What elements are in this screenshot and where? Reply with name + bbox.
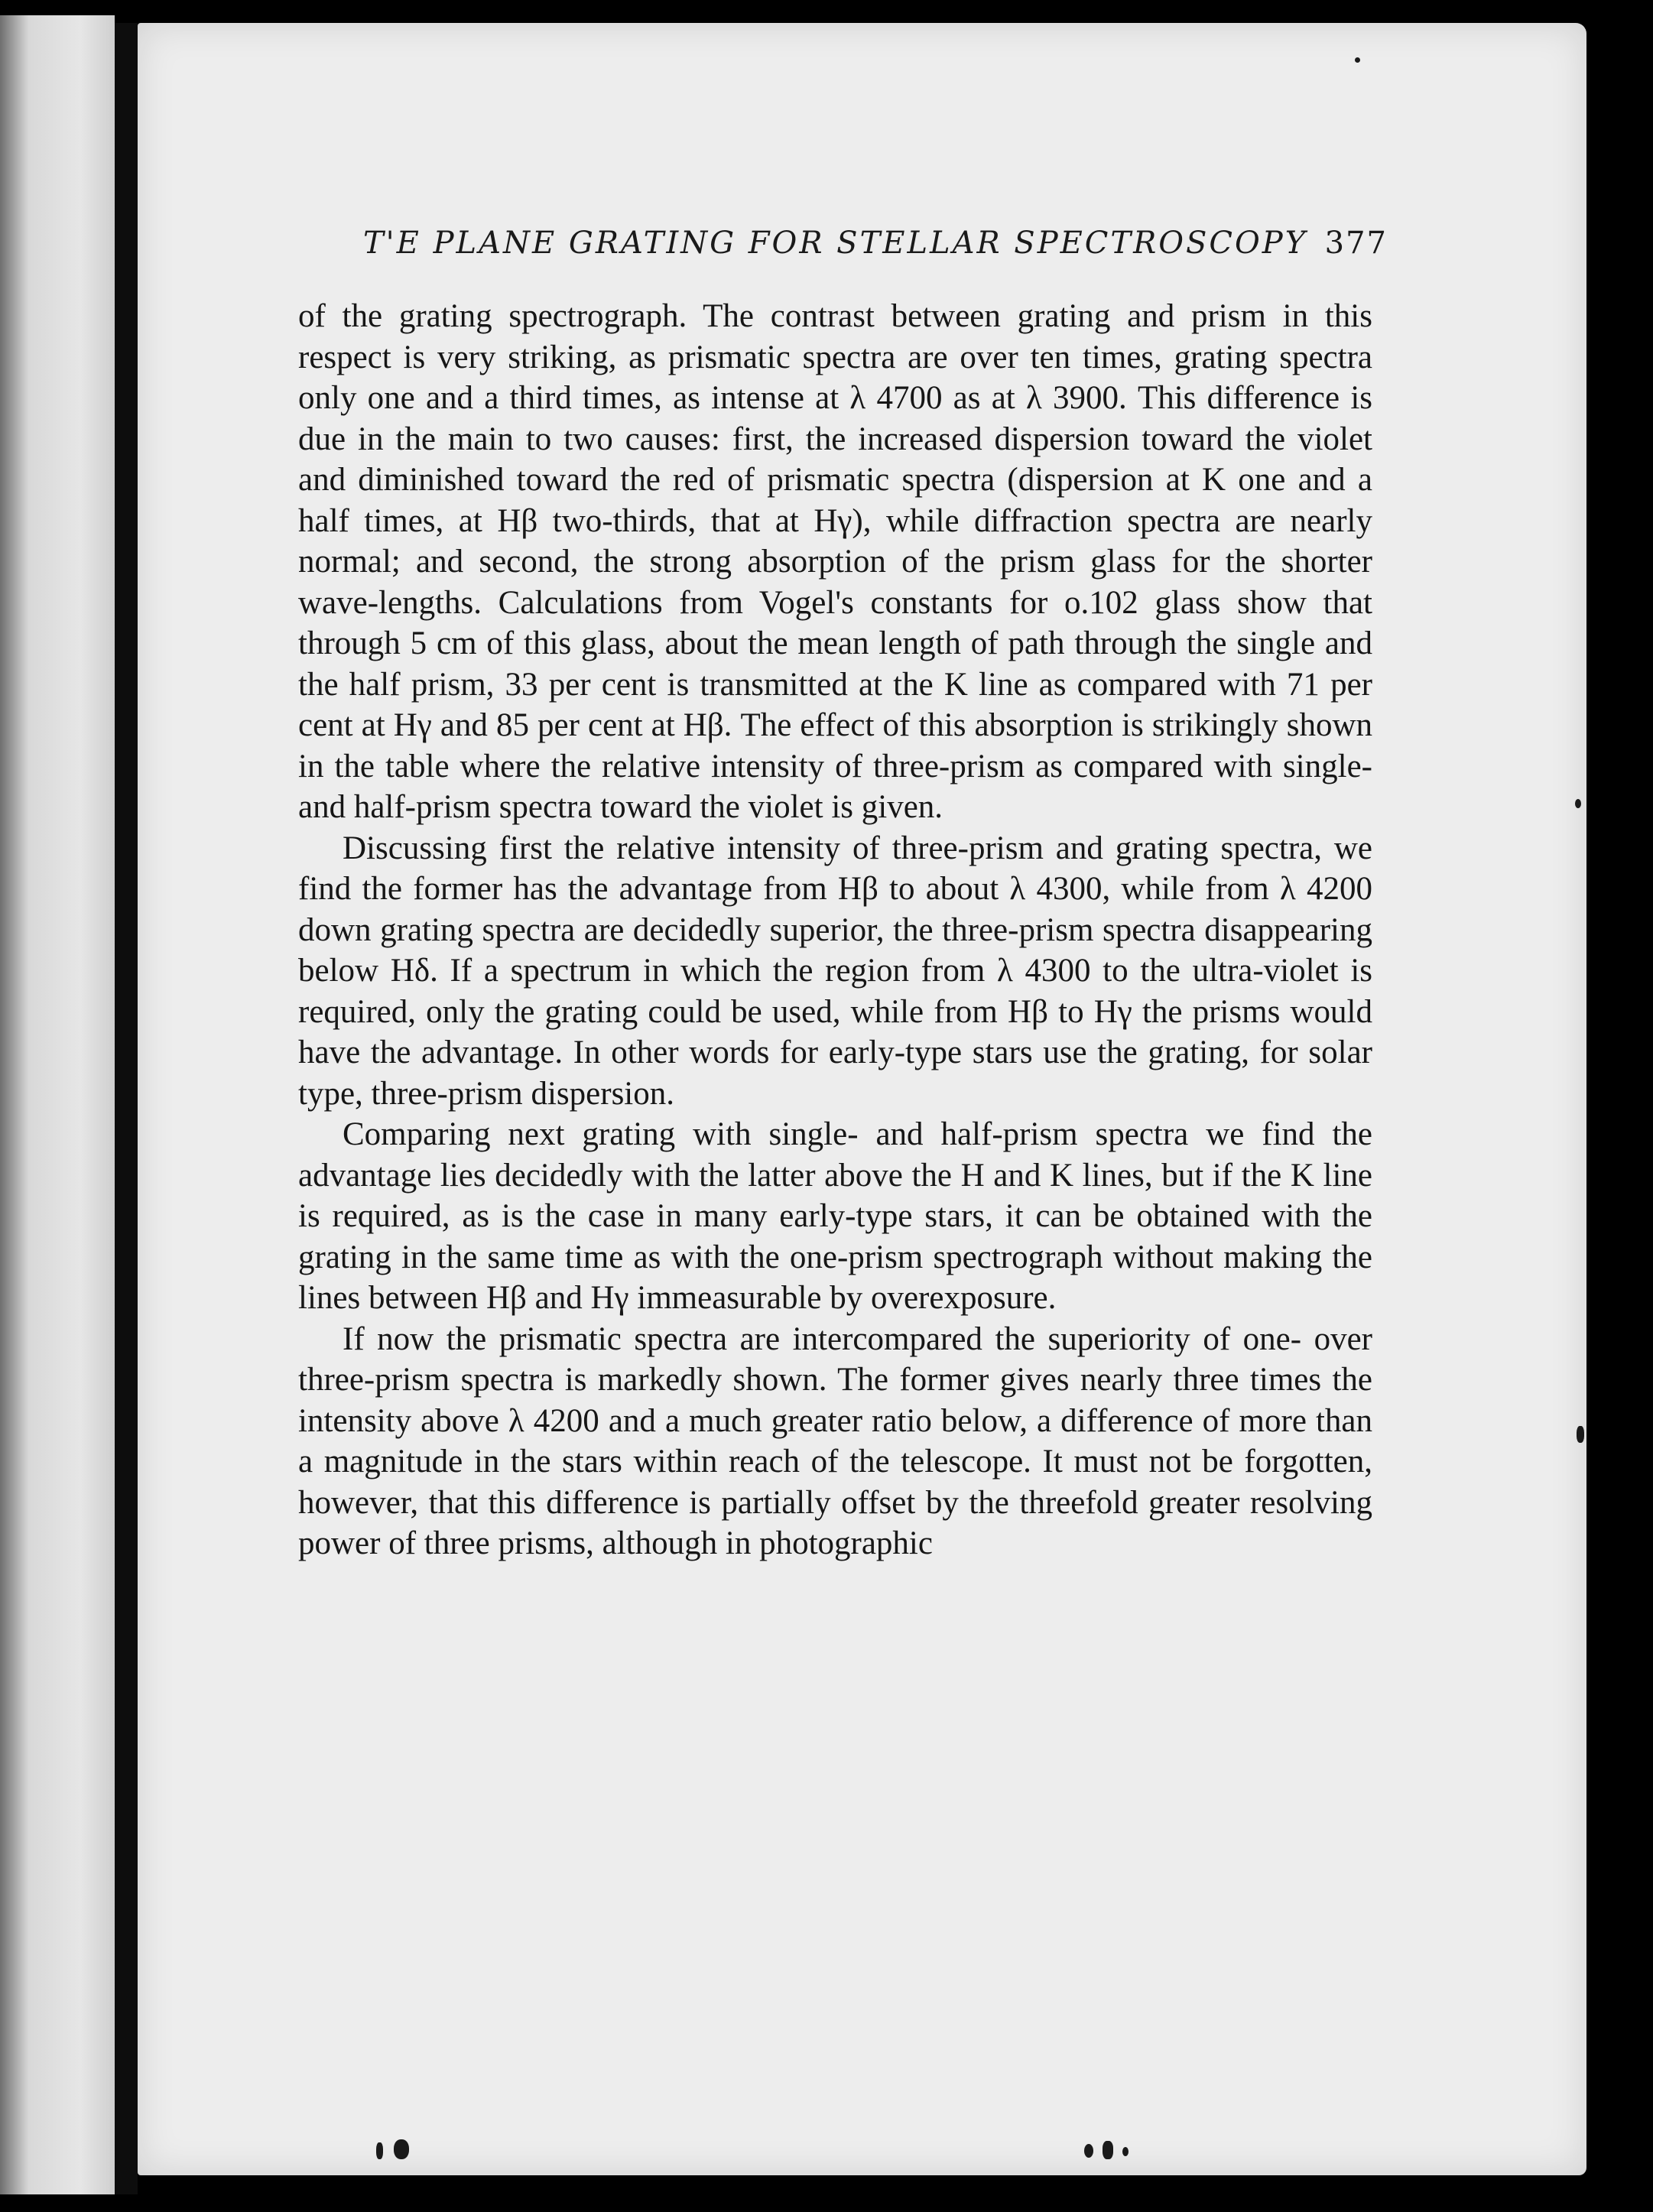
scan-artifacts	[138, 2133, 1586, 2179]
ink-blot	[1122, 2147, 1129, 2156]
paragraph: Comparing next grating with single- and half-prism spectra we find the advantage lies decidedly with the latter above the H and K lines, but if the K line is required, as is the case in many early-type stars, it can be obtained with the grating in the same time as with the one-prism spectrograph without making the lines between Hβ and Hγ immeasurable by overexposure.	[298, 1116, 1372, 1316]
dust-speck	[1577, 1426, 1584, 1443]
ink-blot	[1103, 2141, 1113, 2159]
paragraph: of the grating spectrograph. The contrast between grating and prism in this respect is very striking, as prismatic spectra are over ten times, grating spectra only one and a third times, as intense at λ 4700 as at λ 3900. This difference is due in the main to two causes: first, the increased dispersion toward the violet and diminished toward the red of prismatic spectra (dispersion at K one and a half times, at Hβ two-thirds, that at Hγ), while diffraction spectra are nearly normal; and second, the strong absorption of the prism glass for the shorter wave-lengths. Calculations from Vogel's constants for o.102 glass show that through 5 cm of this glass, about the mean length of path through the single and the half prism, 33 per cent is transmitted at the K line as compared with 71 per cent at Hγ and 85 per cent at Hβ. The effect of this absorption is strikingly shown in the table where the relative intensity of three-prism as compared with single- and half-prism spectra toward the violet is given.	[298, 298, 1372, 825]
book-binding-gutter	[115, 23, 138, 2194]
body-text	[298, 296, 1372, 1564]
ink-blot	[376, 2142, 383, 2159]
book-page	[138, 23, 1586, 2175]
running-title: T'E PLANE GRATING FOR STELLAR SPECTROSCOPY	[363, 226, 1308, 261]
page-number: 377	[1324, 226, 1388, 261]
ink-blot	[1084, 2144, 1093, 2158]
running-header	[363, 226, 1388, 279]
facing-page-edge	[0, 15, 115, 2194]
ink-blot	[394, 2139, 409, 2159]
dust-speck	[1575, 799, 1581, 808]
paragraph: Discussing first the relative intensity of three-prism and grating spectra, we find the former has the advantage from Hβ to about λ 4300, while from λ 4200 down grating spectra are decidedly superior, the three-prism spectra disappearing below Hδ. If a spectrum in which the region from λ 4300 to the ultra-violet is required, only the grating could be used, while from Hβ to Hγ the prisms would have the advantage. In other words for early-type stars use the grating, for solar type, three-prism dispersion.	[298, 830, 1372, 1112]
paragraph: If now the prismatic spectra are intercompared the superiority of one- over three-prism spectra is markedly shown. The former gives nearly three times the intensity above λ 4200 and a much greater ratio below, a difference of more than a magnitude in the stars within reach of the telescope. It must not be forgotten, however, that this difference is partially offset by the threefold greater resolving power of three prisms, although in photographic	[298, 1320, 1372, 1561]
dust-speck	[1355, 57, 1360, 63]
